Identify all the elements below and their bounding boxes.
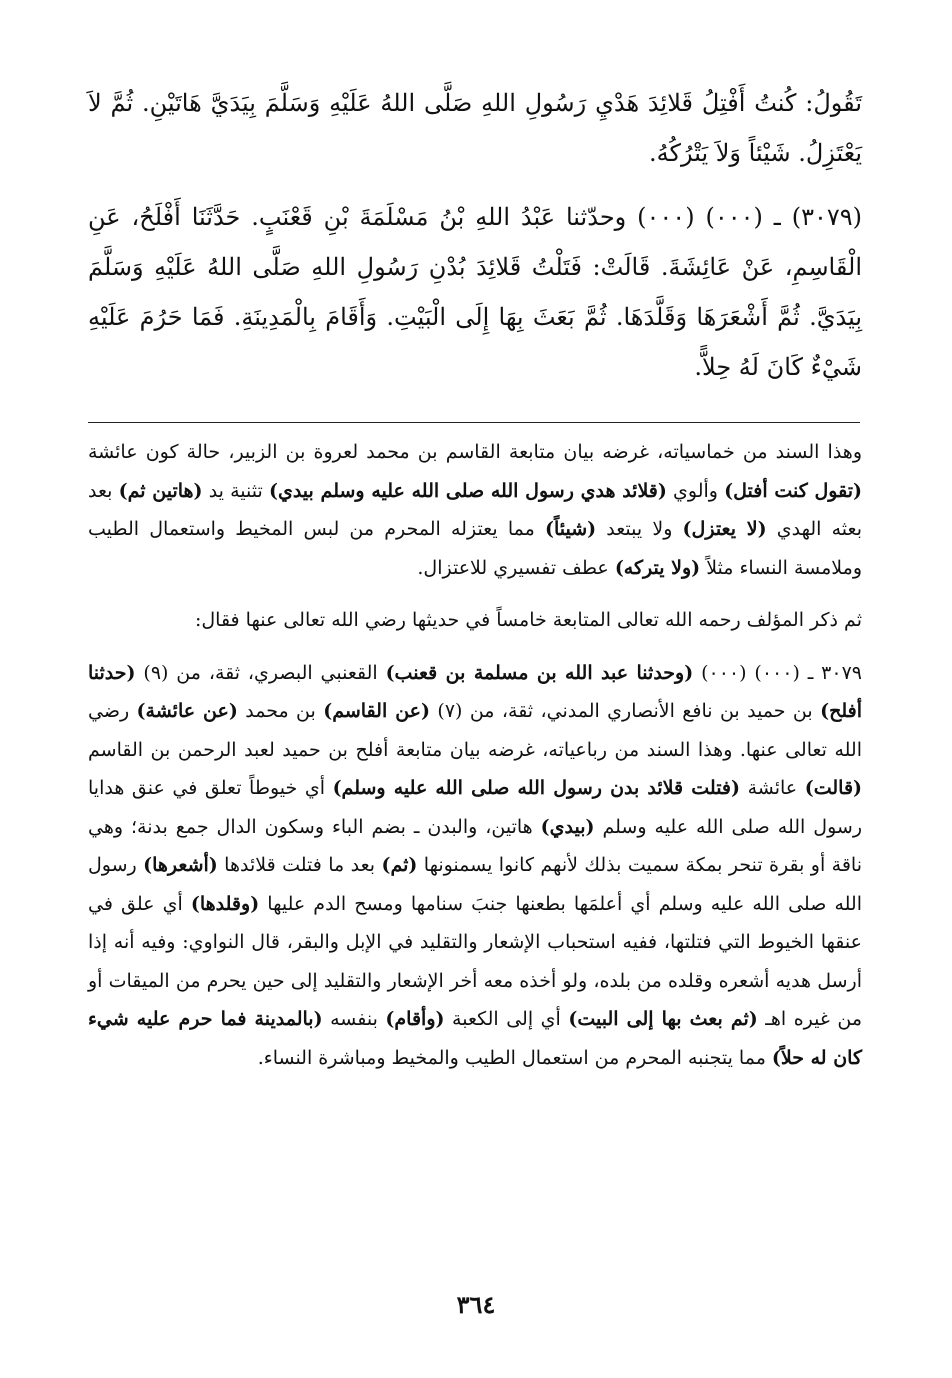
commentary-quote: (بيدي) — [540, 815, 595, 838]
commentary-quote: (وحدثنا عبد الله بن مسلمة بن قعنب) — [385, 661, 694, 684]
commentary-text-run: أي خيوطاً تعلق في عنق هدايا رسول الله صلى الله عليه وسلم — [88, 777, 862, 838]
commentary-text-run: ولا يبتعد — [596, 518, 683, 540]
commentary-text-run: عائشة — [740, 777, 805, 799]
commentary-quote: (قلائد هدي رسول الله صلى الله عليه وسلم بيدي) — [268, 479, 667, 502]
commentary-paragraph-2: ثم ذكر المؤلف رحمه الله تعالى المتابعة خامساً في حديثها رضي الله تعالى عنها فقال: — [194, 609, 862, 631]
hadith-text — [88, 78, 862, 392]
commentary-quote: (فتلت قلائد بدن رسول الله صلى الله عليه وسلم) — [332, 777, 741, 799]
commentary-text-run: بن محمد — [237, 700, 324, 722]
commentary-quote: (شيئاً) — [544, 518, 597, 540]
commentary-text-run: رضي الله تعالى عنها. وهذا السند من رباعياته، غرضه بيان متابعة أفلح بن حميد لعبد الرحمن بن القاسم — [88, 700, 862, 761]
commentary-text-run: بعد ما فتلت قلائدها — [217, 854, 382, 876]
page-number: ٣٦٤ — [456, 1290, 496, 1319]
separator-line — [88, 422, 860, 423]
commentary-text-run: مما يتجنبه المحرم من استعمال الطيب والمخيط ومباشرة النساء. — [257, 1046, 772, 1069]
commentary-quote: (عن القاسم) — [323, 700, 430, 722]
commentary-quote: (تقول كنت أفتل) — [724, 479, 863, 502]
commentary-text-run: القعنبي البصري، ثقة، من (٩) — [135, 661, 386, 684]
hadith-paragraph-2: (٣٠٧٩) ـ (٠٠٠) (٠٠٠) وحدّثنا عَبْدُ اللهِ بْنُ مَسْلَمَةَ بْنِ قَعْنَبٍ. حَدَّثَنَا أَفْلَحُ، عَنِ الْقَاسِمِ، عَنْ عَائِشَةَ. قَالَتْ: فَتَلْتُ قَلائِدَ بُدْنِ رَسُولِ اللهِ صَلَّى اللهُ عَلَيْهِ وَسَلَّمَ بِيَدَيَّ. ثُمَّ أَشْعَرَهَا وَقَلَّدَهَا. ثُمَّ بَعَثَ بِهَا إِلَى الْبَيْتِ. وَأَقَامَ بِالْمَدِينَةِ. فَمَا حَرُمَ عَلَيْهِ شَيْءٌ كَانَ لَهُ حِلاًّ. — [88, 203, 862, 381]
commentary-quote: (قالت) — [804, 777, 863, 799]
commentary-paragraph-1 — [88, 433, 862, 587]
commentary-text-run: هاتين، والبدن ـ بضم الباء وسكون الدال جمع بدنة؛ وهي ناقة أو بقرة تنحر بمكة سميت بذلك لأنهم كانوا يسمنونها — [88, 815, 862, 876]
commentary-text-run: ٣٠٧٩ ـ (٠٠٠) (٠٠٠) — [693, 661, 862, 684]
commentary-text-run: وألوي — [666, 479, 725, 502]
commentary-text-run: رسول الله صلى الله عليه وسلم أي أعلمَها بطعنها جنبَ سنامها ومسح الدم عليها — [88, 854, 862, 915]
commentary-quote: (أشعرها) — [143, 854, 218, 876]
commentary-quote: (وأقام) — [385, 1008, 445, 1030]
commentary-text-run: مما يعتزله المحرم من لبس المخيط واستعمال الطيب وملامسة النساء مثلاً — [88, 518, 862, 579]
commentary-quote: (ولا يتركه) — [614, 556, 701, 579]
commentary-text-run: أي علق في عنقها الخيوط التي فتلتها، ففيه استحباب الإشعار والتقليد في الإبل والبقر، قال النواوي: وفيه أنه إذا أرسل هديه أشعره وقلده من بلده، ولو أخذه معه أخر الإشعار والتقليد إلى حين يحرم من الميقات أو من غيره اهـ — [88, 892, 862, 1030]
commentary-text-run: تثنية يد — [202, 479, 269, 502]
commentary-quote: (وقلدها) — [190, 892, 260, 915]
commentary-text — [88, 433, 862, 1077]
commentary-text-run: عطف تفسيري للاعتزال. — [417, 556, 615, 579]
commentary-quote: (عن عائشة) — [136, 700, 238, 722]
commentary-text-run: وهذا السند من خماسياته، غرضه بيان متابعة القاسم بن محمد لعروة بن الزبير، حالة كون عائشة — [88, 441, 862, 463]
commentary-quote: (لا يعتزل) — [682, 518, 767, 540]
commentary-text-run: بنفسه — [322, 1008, 386, 1030]
commentary-quote: (هاتين ثم) — [118, 479, 203, 502]
commentary-quote: (ثم بعث بها إلى البيت) — [568, 1008, 758, 1030]
commentary-paragraph-3 — [88, 654, 862, 1078]
hadith-paragraph-1: تَقُولُ: كُنتُ أَفْتِلُ قَلائِدَ هَدْيِ رَسُولِ اللهِ صَلَّى اللهُ عَلَيْهِ وَسَلَّمَ بِيَدَيَّ هَاتَيْنِ. ثُمَّ لاَ يَعْتَزِلُ. شَيْئاً وَلاَ يَتْرُكُهُ. — [88, 89, 862, 167]
commentary-text-run: أي إلى الكعبة — [444, 1008, 569, 1030]
commentary-text-run: بن حميد بن نافع الأنصاري المدني، ثقة، من (٧) — [430, 700, 821, 722]
commentary-quote: (بالمدينة فما حرم عليه شيء كان له حلاً) — [88, 1008, 862, 1069]
commentary-quote: (ثم) — [381, 854, 418, 876]
commentary-text-run: بعد بعثه الهدي — [88, 479, 862, 540]
commentary-quote: (حدثنا أفلح) — [88, 661, 862, 722]
